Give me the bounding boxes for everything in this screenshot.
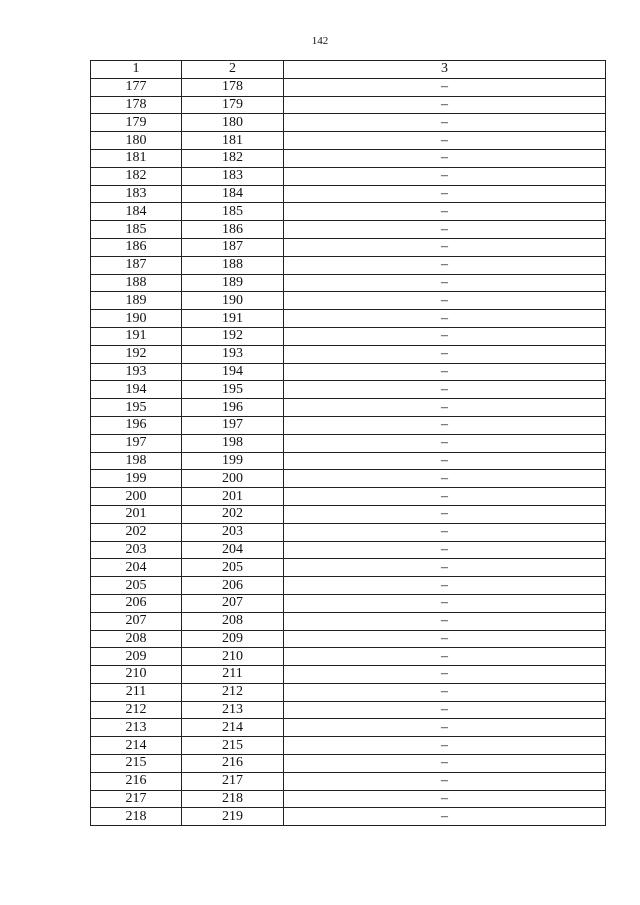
table-cell-col-1: 188 [91,274,182,292]
table-row [91,292,606,310]
table-row [91,719,606,737]
table-cell-col-3: – [284,256,606,274]
table-cell-col-1: 207 [91,612,182,630]
table-cell-col-1: 190 [91,310,182,328]
table-cell-col-3: – [284,737,606,755]
table-row [91,149,606,167]
table-cell-col-2: 200 [182,470,284,488]
table-row [91,363,606,381]
table-cell-col-2: 194 [182,363,284,381]
table-cell-col-1: 217 [91,790,182,808]
table-cell-col-1: 195 [91,399,182,417]
table-row [91,648,606,666]
table-cell-col-2: 206 [182,577,284,595]
table-cell-col-1: 194 [91,381,182,399]
table-cell-col-1: 179 [91,114,182,132]
table-cell-col-3: – [284,149,606,167]
table-row [91,772,606,790]
table-cell-col-2: 184 [182,185,284,203]
table-cell-col-3: – [284,505,606,523]
table-cell-col-1: 215 [91,755,182,773]
table-row [91,221,606,239]
table-cell-col-1: 192 [91,345,182,363]
table-cell-col-1: 214 [91,737,182,755]
table-cell-col-1: 178 [91,96,182,114]
table-cell-col-1: 181 [91,149,182,167]
table-cell-col-2: 201 [182,488,284,506]
table-cell-col-2: 203 [182,523,284,541]
table-cell-col-3: – [284,416,606,434]
table-row [91,185,606,203]
table-cell-col-1: 203 [91,541,182,559]
table-cell-col-3: – [284,114,606,132]
table-cell-col-2: 187 [182,238,284,256]
table-cell-col-2: 182 [182,149,284,167]
table-cell-col-1: 218 [91,808,182,826]
table-row [91,683,606,701]
table-cell-col-1: 183 [91,185,182,203]
table-row [91,434,606,452]
table-row [91,790,606,808]
table-cell-col-3: – [284,399,606,417]
table-cell-col-1: 201 [91,505,182,523]
table-cell-col-3: – [284,185,606,203]
table-cell-col-2: 199 [182,452,284,470]
table-cell-col-3: – [284,167,606,185]
table-cell-col-3: – [284,559,606,577]
table-cell-col-1: 211 [91,683,182,701]
table-row [91,310,606,328]
table-cell-col-1: 196 [91,416,182,434]
table-cell-col-3: – [284,381,606,399]
table-row [91,327,606,345]
table-cell-col-1: 193 [91,363,182,381]
table-row [91,274,606,292]
table-cell-col-3: – [284,221,606,239]
table-row [91,737,606,755]
table-row [91,808,606,826]
table-cell-col-2: 186 [182,221,284,239]
table-row [91,612,606,630]
table-cell-col-2: 181 [182,132,284,150]
table-cell-col-2: 204 [182,541,284,559]
table-cell-col-2: 189 [182,274,284,292]
table-cell-col-2: 179 [182,96,284,114]
table-cell-col-2: 217 [182,772,284,790]
table-cell-col-3: – [284,683,606,701]
table-row [91,345,606,363]
table-cell-col-2: 192 [182,327,284,345]
table-cell-col-3: – [284,701,606,719]
table-cell-col-3: – [284,78,606,96]
table-cell-col-1: 197 [91,434,182,452]
table-cell-col-3: – [284,96,606,114]
table-cell-col-1: 213 [91,719,182,737]
table-cell-col-3: – [284,666,606,684]
table-cell-col-1: 186 [91,238,182,256]
table-cell-col-2: 218 [182,790,284,808]
table-cell-col-3: – [284,452,606,470]
table-row [91,132,606,150]
table-cell-col-1: 180 [91,132,182,150]
table-row [91,399,606,417]
table-row [91,256,606,274]
table-cell-col-2: 208 [182,612,284,630]
table-cell-col-3: – [284,772,606,790]
table-cell-col-1: 182 [91,167,182,185]
table-cell-col-2: 205 [182,559,284,577]
table-row [91,505,606,523]
table-cell-col-3: – [284,594,606,612]
table-header [91,61,606,79]
table-row [91,452,606,470]
table-cell-col-3: – [284,238,606,256]
table-cell-col-2: 214 [182,719,284,737]
column-header-2: 2 [182,61,284,79]
table-row [91,238,606,256]
table-cell-col-2: 195 [182,381,284,399]
table-cell-col-2: 219 [182,808,284,826]
table-cell-col-1: 184 [91,203,182,221]
table-cell-col-3: – [284,488,606,506]
table-cell-col-2: 209 [182,630,284,648]
table-cell-col-2: 207 [182,594,284,612]
table-cell-col-2: 213 [182,701,284,719]
table-row [91,594,606,612]
table-cell-col-3: – [284,630,606,648]
table-cell-col-1: 210 [91,666,182,684]
table-row [91,203,606,221]
header-row [91,61,606,79]
table-cell-col-1: 200 [91,488,182,506]
table-row [91,559,606,577]
table-cell-col-3: – [284,577,606,595]
table-cell-col-1: 187 [91,256,182,274]
table-row [91,630,606,648]
table-cell-col-1: 191 [91,327,182,345]
table-row [91,470,606,488]
table-cell-col-2: 193 [182,345,284,363]
page-number: 142 [311,35,329,47]
data-table [90,60,606,826]
table-cell-col-2: 196 [182,399,284,417]
table-cell-col-3: – [284,363,606,381]
table-cell-col-3: – [284,790,606,808]
table-row [91,577,606,595]
table-row [91,488,606,506]
table-cell-col-2: 180 [182,114,284,132]
table-row [91,701,606,719]
table-cell-col-1: 198 [91,452,182,470]
table-cell-col-3: – [284,274,606,292]
table-cell-col-2: 202 [182,505,284,523]
table-cell-col-1: 205 [91,577,182,595]
table-row [91,755,606,773]
table-cell-col-2: 191 [182,310,284,328]
table-cell-col-1: 206 [91,594,182,612]
table-cell-col-2: 190 [182,292,284,310]
table-row [91,96,606,114]
table-body [91,78,606,825]
table-cell-col-3: – [284,719,606,737]
table-cell-col-3: – [284,434,606,452]
table-cell-col-2: 185 [182,203,284,221]
table-cell-col-1: 202 [91,523,182,541]
table-cell-col-2: 210 [182,648,284,666]
table-row [91,167,606,185]
table-cell-col-1: 208 [91,630,182,648]
table-cell-col-2: 215 [182,737,284,755]
table-row [91,381,606,399]
table-cell-col-2: 198 [182,434,284,452]
table-cell-col-3: – [284,292,606,310]
table-row [91,416,606,434]
table-cell-col-3: – [284,132,606,150]
table-cell-col-1: 216 [91,772,182,790]
table-cell-col-1: 204 [91,559,182,577]
table-cell-col-3: – [284,523,606,541]
table-cell-col-3: – [284,808,606,826]
table-cell-col-3: – [284,755,606,773]
table-cell-col-3: – [284,648,606,666]
table-cell-col-2: 197 [182,416,284,434]
table-cell-col-3: – [284,327,606,345]
column-header-3: 3 [284,61,606,79]
table-cell-col-1: 177 [91,78,182,96]
table-row [91,523,606,541]
table-row [91,666,606,684]
table-cell-col-1: 189 [91,292,182,310]
table-row [91,114,606,132]
table-cell-col-2: 178 [182,78,284,96]
table-cell-col-2: 212 [182,683,284,701]
table-cell-col-3: – [284,310,606,328]
table-cell-col-3: – [284,612,606,630]
table-row [91,541,606,559]
table-cell-col-2: 216 [182,755,284,773]
table-row [91,78,606,96]
table-cell-col-1: 209 [91,648,182,666]
table-cell-col-1: 199 [91,470,182,488]
column-header-1: 1 [91,61,182,79]
table-cell-col-3: – [284,470,606,488]
table-cell-col-2: 211 [182,666,284,684]
table-cell-col-3: – [284,541,606,559]
table-cell-col-2: 183 [182,167,284,185]
table-cell-col-1: 212 [91,701,182,719]
table-cell-col-3: – [284,345,606,363]
table-cell-col-2: 188 [182,256,284,274]
table-cell-col-1: 185 [91,221,182,239]
table-cell-col-3: – [284,203,606,221]
